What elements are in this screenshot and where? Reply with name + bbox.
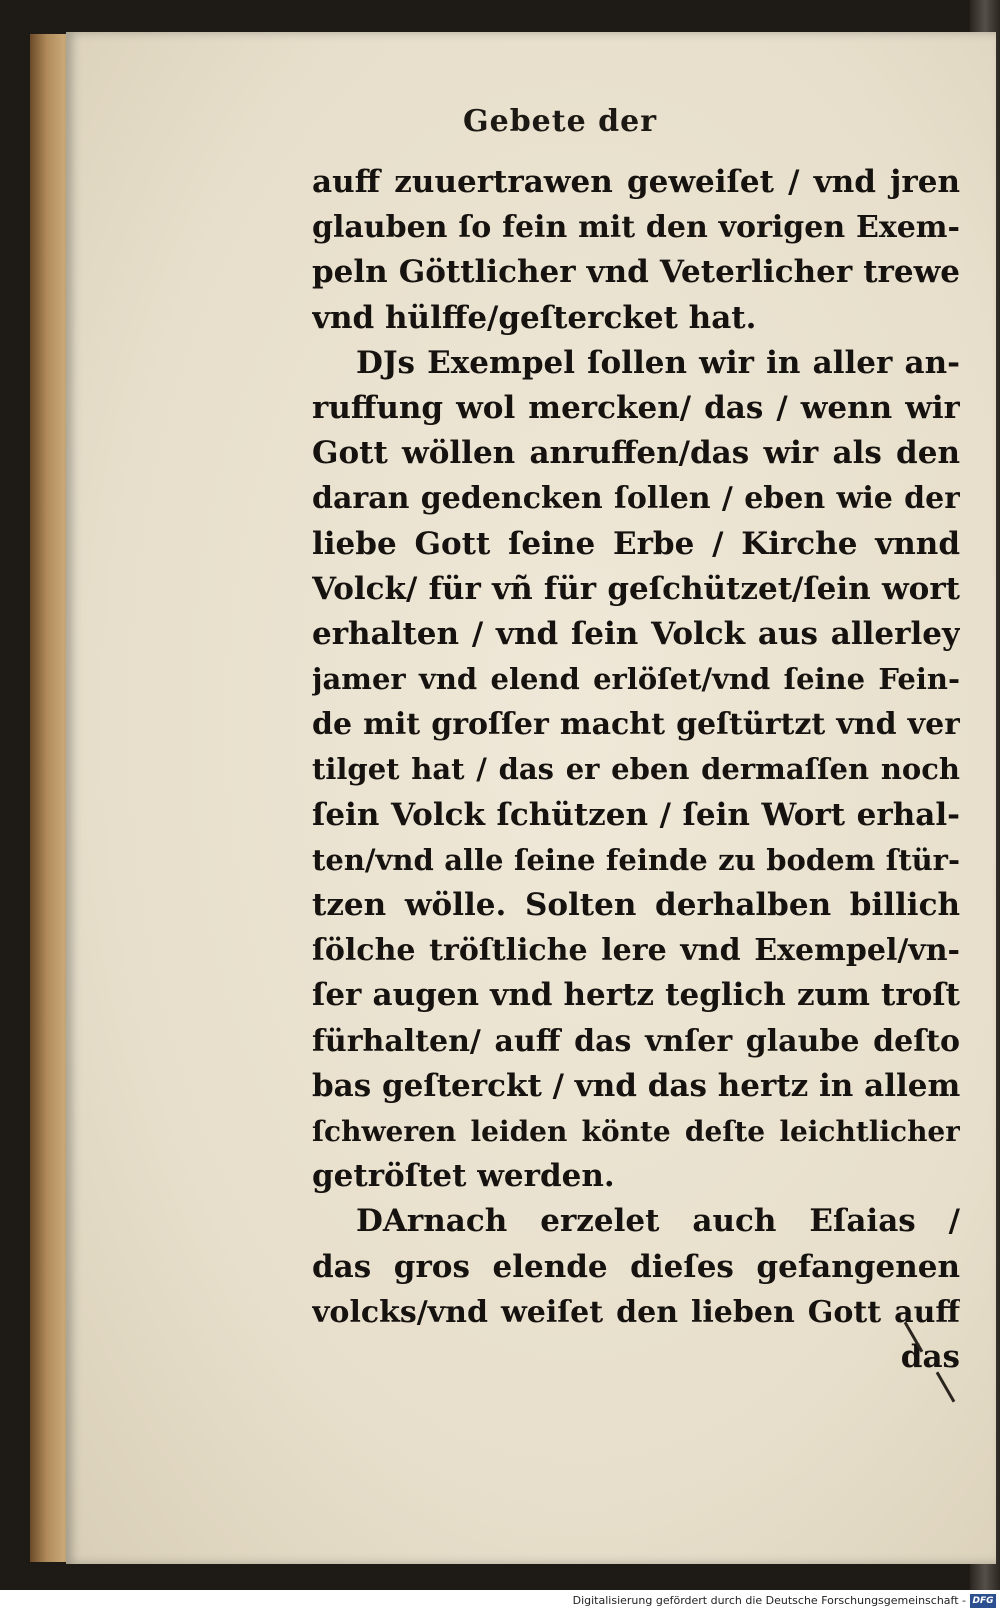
text-block [312, 160, 960, 1380]
text-line: getröſtet werden. [312, 1158, 615, 1195]
digitization-credit: Digitalisierung gefördert durch die Deutsche Forschungsgemeinschaft - [572, 1594, 966, 1607]
text-line: ſer augen vnd hertz teglich zum troſt [312, 977, 960, 1014]
text-line: bas geſterckt / vnd das hertz in allem [312, 1067, 960, 1104]
text-line: tzen wölle. Solten derhalben billich [312, 887, 960, 923]
text-line: DArnach erzelet auch Eſaias / [356, 1203, 960, 1240]
footer [0, 1590, 1000, 1614]
text-line: peln Göttlicher vnd Veterlicher trewe [312, 254, 960, 291]
text-line: ten/vnd alle ſeine feinde zu bodem ſtür- [312, 842, 960, 877]
text-line: liebe Gott ſeine Erbe / Kirche vnnd [312, 525, 960, 562]
text-line: erhalten / vnd ſein Volck aus allerley [312, 615, 960, 652]
text-line: volcks/vnd weiſet den lieben Gott auff [312, 1294, 960, 1330]
text-line: de mit groſſer macht geſtürtzt vnd ver [312, 707, 960, 743]
text-line: ſein Volck ſchützen / ſein Wort erhal- [312, 796, 960, 833]
text-line: fürhalten/ auff das vnſer glaube deſto [312, 1023, 960, 1059]
text-line: glauben ſo fein mit den vorigen Exem- [312, 210, 960, 246]
text-line: das [900, 1338, 960, 1375]
text-line: daran gedencken ſollen / eben wie der [312, 481, 960, 517]
text-line: ſölche tröſtliche lere vnd Exempel/vn- [312, 933, 960, 969]
text-line: das gros elende dieſes gefangenen [312, 1248, 960, 1285]
dfg-logo: DFG [970, 1594, 996, 1608]
text-line: auff zuuertrawen geweiſet / vnd jren [312, 164, 960, 200]
text-line: Gott wöllen anruffen/das wir als den [312, 435, 960, 472]
running-head: Gebete der [462, 104, 658, 139]
text-line: vnd hülffe/geſtercket hat. [312, 299, 757, 336]
text-line: ruffung wol mercken/ das / wenn wir [312, 389, 960, 426]
text-line: Volck/ für vñ für geſchützet/ſein wort [312, 570, 960, 607]
text-line: jamer vnd elend erlöſet/vnd ſeine Fein- [312, 662, 960, 697]
text-line: tilget hat / das er eben dermaſſen noch [312, 752, 960, 787]
text-line: DJs Exempel ſollen wir in aller an- [356, 344, 960, 381]
text-line: ſchweren leiden könte deſte leichtlicher [312, 1114, 960, 1148]
